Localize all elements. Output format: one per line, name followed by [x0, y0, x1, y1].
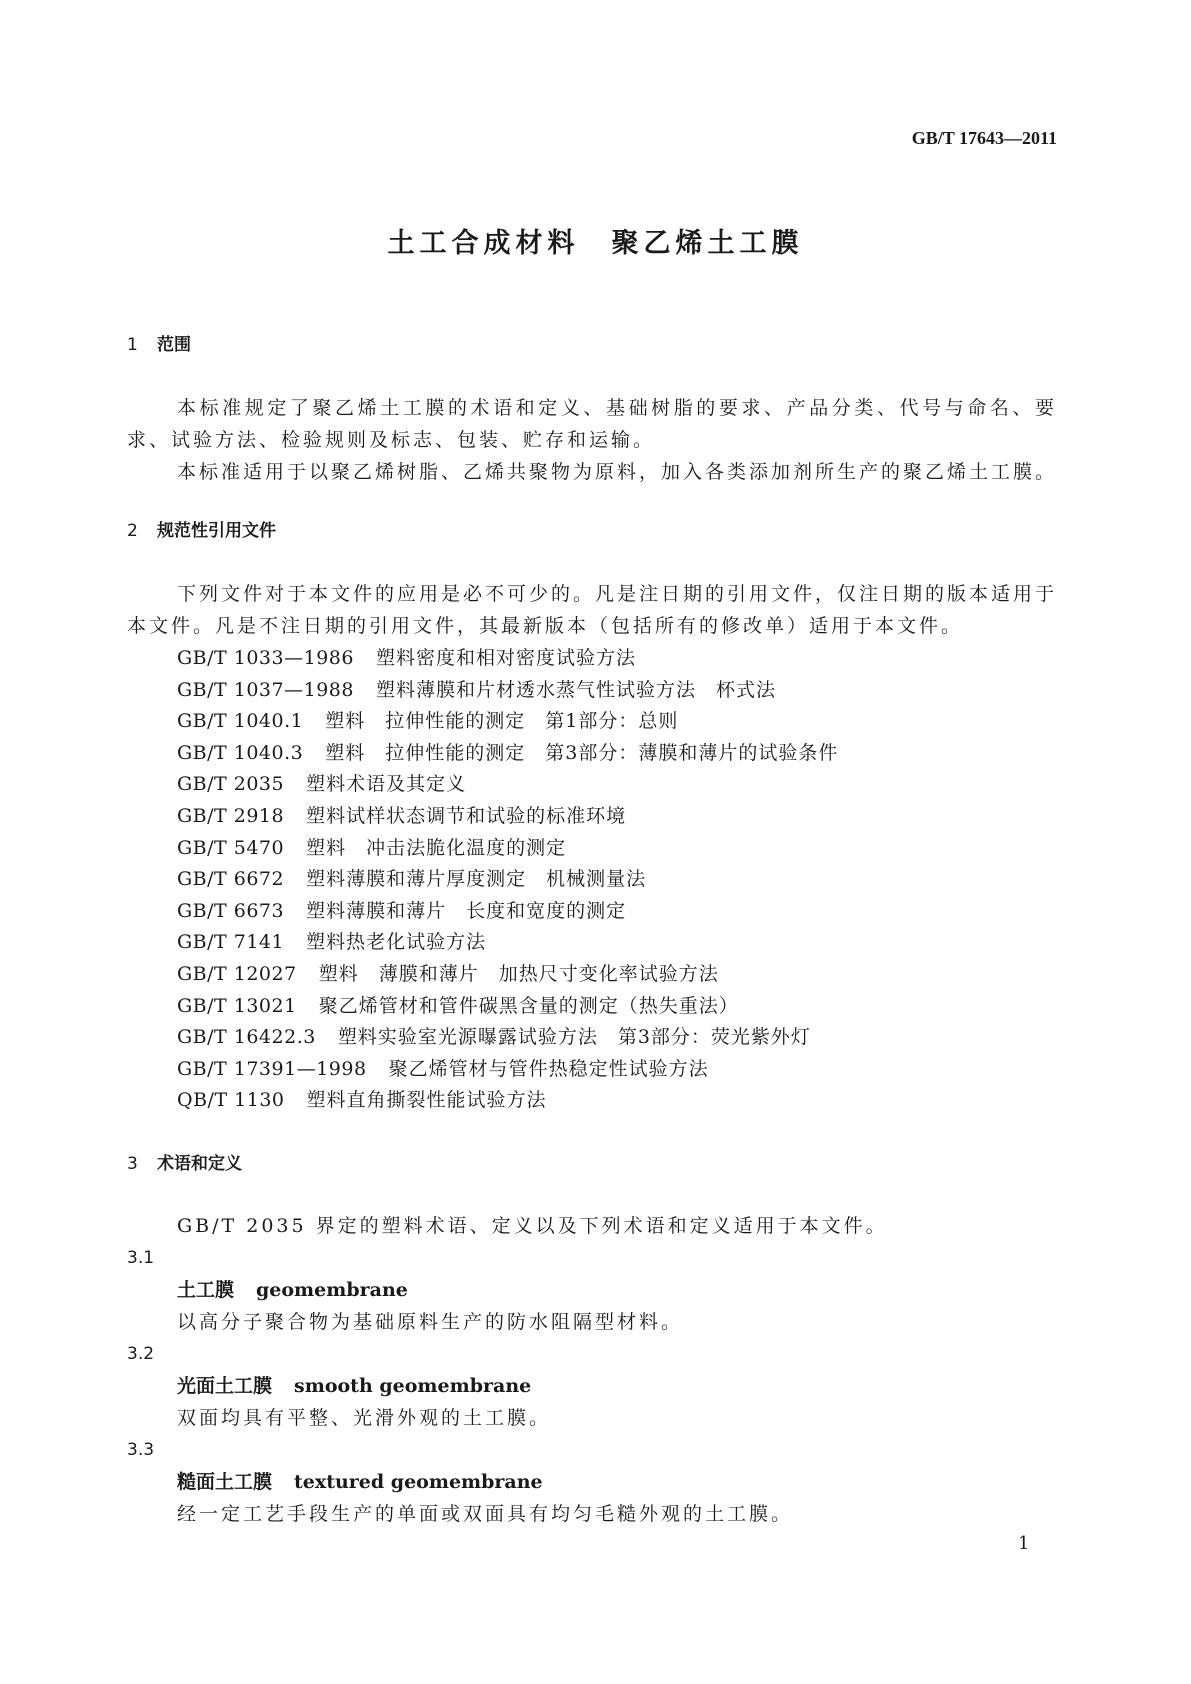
- reference-item: [177, 926, 486, 958]
- section-number: 1: [127, 335, 138, 355]
- reference-code: GB/T 6673: [177, 899, 285, 922]
- reference-code: GB/T 1040.3: [177, 741, 304, 764]
- section-title: 范围: [157, 335, 191, 355]
- document-title: 土工合成材料 聚乙烯土工膜: [387, 228, 804, 259]
- reference-code: GB/T 12027: [177, 963, 297, 985]
- reference-title: 塑料实验室光源曝露试验方法 第3部分：荧光紫外灯: [337, 1026, 811, 1049]
- reference-item: [177, 642, 636, 674]
- reference-item: [177, 958, 719, 990]
- term-definition: 以高分子聚合物为基础原料生产的防水阻隔型材料。: [177, 1311, 684, 1333]
- section-title: 规范性引用文件: [157, 521, 276, 541]
- reference-code: QB/T 1130: [177, 1089, 285, 1112]
- terms-intro: GB/T 2035 界定的塑料术语、定义以及下列术语和定义适用于本文件。: [177, 1215, 888, 1237]
- term-zh: 糙面土工膜: [177, 1471, 273, 1493]
- reference-item: [177, 1084, 547, 1116]
- term-number: 3.2: [127, 1344, 155, 1364]
- reference-item: [177, 768, 466, 800]
- reference-item: [177, 737, 838, 769]
- reference-item: [177, 863, 646, 895]
- reference-code: GB/T 7141: [177, 931, 285, 954]
- term-definition: 双面均具有平整、光滑外观的土工膜。: [177, 1407, 552, 1429]
- scope-paragraph-2: 本标准适用于以聚乙烯树脂、乙烯共聚物为原料，加入各类添加剂所生产的聚乙烯土工膜。: [177, 461, 1058, 483]
- term-number: 3.3: [127, 1440, 155, 1460]
- reference-title: 塑料术语及其定义: [306, 773, 467, 796]
- section-title: 术语和定义: [157, 1154, 242, 1174]
- reference-code: GB/T 17391—1998: [177, 1057, 367, 1080]
- reference-item: [177, 1021, 811, 1053]
- reference-title: 塑料热老化试验方法: [306, 931, 487, 954]
- section-number: 3: [127, 1154, 138, 1174]
- reference-code: GB/T 1040.1: [177, 710, 304, 733]
- scope-paragraph-1: 本标准规定了聚乙烯土工膜的术语和定义、基础树脂的要求、产品分类、代号与命名、要求、试验方法、检验规则及标志、包装、贮存和运输。: [127, 397, 1057, 451]
- reference-title: 塑料直角撕裂性能试验方法: [306, 1089, 547, 1112]
- term-en: textured geomembrane: [294, 1471, 543, 1493]
- references-intro: 下列文件对于本文件的应用是必不可少的。凡是注日期的引用文件，仅注日期的版本适用于本文件。凡是不注日期的引用文件，其最新版本（包括所有的修改单）适用于本文件。: [127, 583, 1058, 637]
- section-heading-terms: [127, 1148, 242, 1180]
- reference-code: GB/T 2918: [177, 805, 285, 827]
- reference-code: GB/T 5470: [177, 836, 285, 859]
- reference-title: 塑料密度和相对密度试验方法: [375, 647, 636, 669]
- reference-item: [177, 895, 626, 927]
- term-heading: [177, 1370, 531, 1402]
- reference-title: 塑料 薄膜和薄片 加热尺寸变化率试验方法: [318, 963, 719, 985]
- reference-title: 塑料 冲击法脆化温度的测定: [306, 836, 567, 859]
- reference-code: GB/T 6672: [177, 868, 285, 891]
- term-definition: 经一定工艺手段生产的单面或双面具有均匀毛糙外观的土工膜。: [177, 1503, 794, 1525]
- section-heading-references: [127, 515, 276, 547]
- reference-title: 塑料试样状态调节和试验的标准环境: [306, 805, 627, 827]
- term-en: geomembrane: [256, 1279, 408, 1301]
- standard-number: GB/T 17643—2011: [911, 128, 1057, 148]
- term-zh: 土工膜: [177, 1279, 235, 1301]
- reference-code: GB/T 1037—1988: [177, 678, 354, 701]
- page-number: 1: [1018, 1533, 1030, 1554]
- reference-title: 聚乙烯管材和管件碳黑含量的测定（热失重法）: [318, 994, 739, 1017]
- reference-item: [177, 674, 776, 706]
- reference-item: [177, 800, 626, 832]
- term-en: smooth geomembrane: [294, 1375, 532, 1397]
- reference-item: [177, 1053, 709, 1085]
- section-number: 2: [127, 521, 138, 541]
- reference-item: [177, 990, 739, 1022]
- reference-code: GB/T 2035: [177, 773, 285, 796]
- reference-title: 塑料 拉伸性能的测定 第1部分：总则: [325, 710, 679, 733]
- term-number: 3.1: [127, 1248, 155, 1268]
- term-zh: 光面土工膜: [177, 1375, 273, 1397]
- reference-title: 塑料薄膜和片材透水蒸气性试验方法 杯式法: [375, 678, 776, 701]
- reference-item: [177, 832, 566, 864]
- reference-title: 塑料薄膜和薄片 长度和宽度的测定: [306, 899, 627, 922]
- reference-title: 塑料 拉伸性能的测定 第3部分：薄膜和薄片的试验条件: [325, 741, 839, 764]
- reference-code: GB/T 16422.3: [177, 1026, 316, 1049]
- reference-title: 塑料薄膜和薄片厚度测定 机械测量法: [306, 868, 647, 891]
- term-heading: [177, 1466, 543, 1498]
- reference-title: 聚乙烯管材与管件热稳定性试验方法: [388, 1057, 709, 1080]
- section-heading-scope: [127, 329, 191, 361]
- reference-code: GB/T 1033—1986: [177, 647, 354, 669]
- reference-code: GB/T 13021: [177, 994, 297, 1017]
- reference-item: [177, 705, 678, 737]
- term-heading: [177, 1274, 408, 1306]
